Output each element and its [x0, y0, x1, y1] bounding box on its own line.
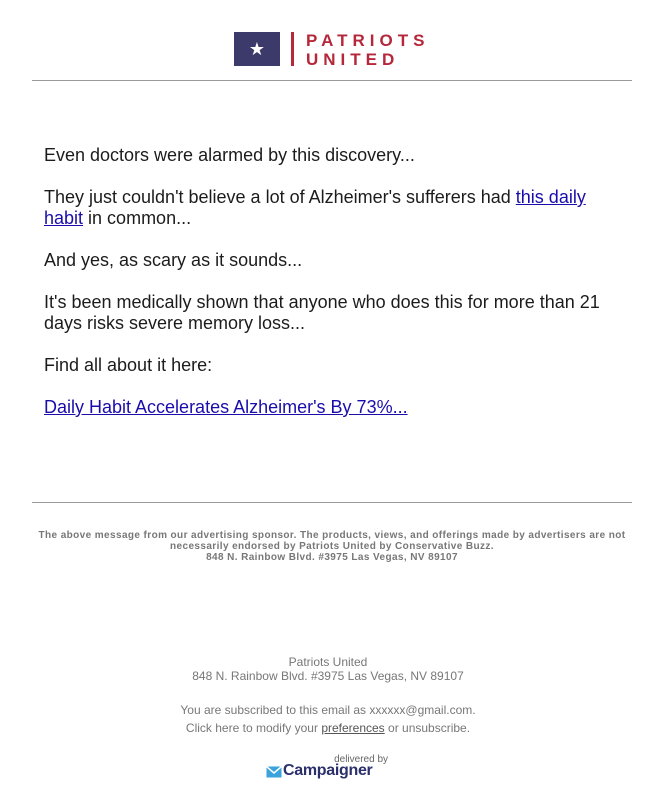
footer-modify-end: or unsubscribe.	[384, 721, 471, 735]
star-icon: ★	[234, 32, 280, 66]
paragraph-2-end: in common...	[83, 208, 192, 228]
message-body	[44, 145, 614, 439]
paragraph-2	[44, 187, 614, 229]
preferences-link[interactable]: preferences	[321, 721, 385, 735]
logo-wordmark	[306, 31, 429, 69]
footer-modify	[0, 721, 656, 735]
logo-divider	[291, 32, 294, 66]
sponsor-text: The above message from our advertising sponsor. The products, views, and offerings made by advertisers are not necessarily endorsed by Patriots United by Conservative Buzz.	[38, 530, 626, 552]
campaigner-badge[interactable]	[266, 754, 390, 782]
sponsor-disclaimer	[32, 530, 632, 563]
email-footer	[0, 655, 656, 735]
paragraph-cta	[44, 397, 614, 418]
sponsor-address: 848 N. Rainbow Blvd. #3975 Las Vegas, NV 89107	[206, 552, 458, 563]
content-divider	[32, 502, 632, 503]
footer-subscribed: You are subscribed to this email as xxxxxx@gmail.com.	[180, 703, 476, 717]
paragraph-1: Even doctors were alarmed by this discovery...	[44, 145, 415, 165]
paragraph-5: Find all about it here:	[44, 355, 213, 375]
footer-org: Patriots United	[288, 655, 368, 669]
footer-spacer	[0, 683, 656, 703]
logo-line-1: PATRIOTS	[306, 31, 430, 50]
patriots-united-logo[interactable]	[234, 31, 444, 69]
email-header	[32, 0, 632, 81]
paragraph-3: And yes, as scary as it sounds...	[44, 250, 303, 270]
cta-link[interactable]: Daily Habit Accelerates Alzheimer's By 73%...	[44, 397, 408, 417]
delivered-by-label: delivered by	[334, 754, 388, 765]
logo-line-2: UNITED	[306, 50, 400, 69]
campaigner-wordmark: Campaigner	[283, 762, 373, 779]
daily-habit-link[interactable]: this daily habit	[44, 187, 586, 228]
footer-modify-start: Click here to modify your	[185, 721, 322, 735]
paragraph-2-start: They just couldn't believe a lot of Alzheimer's sufferers had	[44, 187, 516, 207]
paragraph-4: It's been medically shown that anyone who does this for more than 21 days risks severe memory loss...	[44, 292, 600, 333]
envelope-icon	[266, 766, 282, 778]
footer-address: 848 N. Rainbow Blvd. #3975 Las Vegas, NV 89107	[192, 669, 464, 683]
